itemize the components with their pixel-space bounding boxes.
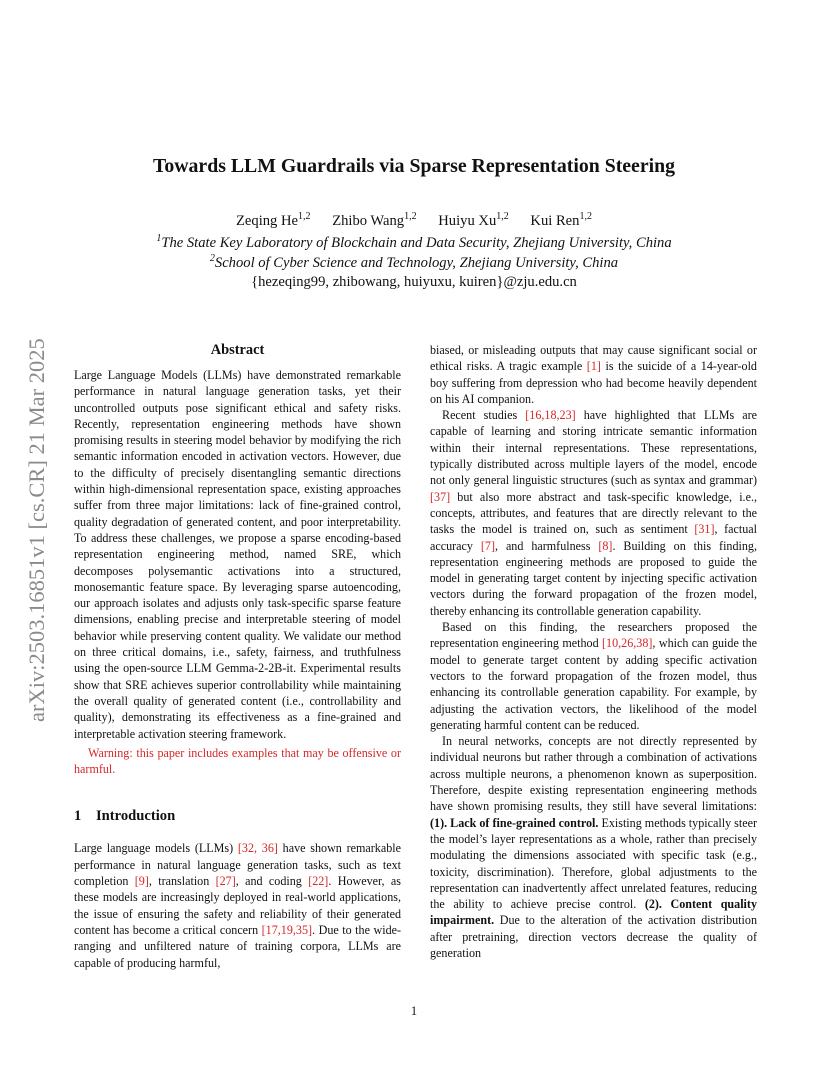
citation-link[interactable]: [31] bbox=[694, 522, 715, 537]
author bbox=[530, 211, 592, 231]
paragraph-text: Due to the alteration of the activation distribution after pretraining, direction vectors decrease the quality of generation bbox=[430, 913, 757, 960]
citation-link[interactable]: [8] bbox=[598, 538, 613, 553]
paragraph-text: , translation bbox=[148, 874, 216, 889]
paragraph-text: . Due to the wide-ranging and unfiltered nature of training corpora, LLMs are capable of producing harmful, bbox=[74, 922, 402, 970]
citation-link[interactable]: [7] bbox=[480, 538, 495, 553]
author-list bbox=[74, 211, 754, 231]
right-column bbox=[430, 342, 757, 961]
page-number: 1 bbox=[410, 1004, 418, 1018]
author-emails: {hezeqing99, zhibowang, huiyuxu, kuiren}@zju.edu.cn bbox=[251, 274, 577, 290]
intro-paragraph-3 bbox=[430, 619, 757, 733]
affiliation-text: School of Cyber Science and Technology, Zhejiang University, China bbox=[214, 255, 619, 271]
paragraph-text: . Building on this finding, representation engineering methods are proposed to guide the model in generating target content by injecting specific activation vectors during the forward propagation of the frozen model, thereby enhancing its controllable generation capability. bbox=[430, 538, 758, 618]
intro-paragraph-1-continued bbox=[430, 342, 757, 407]
author-affiliation-mark: 1,2 bbox=[404, 211, 417, 222]
author-affiliation-mark: 1,2 bbox=[298, 211, 311, 222]
section-number: 1 bbox=[74, 808, 82, 825]
citation-link[interactable]: [32, 36] bbox=[237, 841, 278, 856]
paragraph-text: Recent studies bbox=[442, 408, 526, 423]
citation-link[interactable]: [16,18,23] bbox=[525, 408, 576, 423]
paragraph-text: , and coding bbox=[235, 874, 309, 889]
limitation-heading: (2). Content quality impairment. bbox=[430, 897, 757, 928]
author bbox=[332, 211, 416, 231]
paragraph-text: biased, or misleading outputs that may cause significant social or ethical risks. A tragic example bbox=[430, 343, 757, 374]
abstract-heading: Abstract bbox=[210, 342, 265, 358]
citation-link[interactable]: [27] bbox=[215, 874, 236, 889]
content-warning: Warning: this paper includes examples that may be offensive or harmful. bbox=[74, 745, 401, 777]
author bbox=[236, 211, 311, 231]
affiliation-1 bbox=[74, 233, 754, 253]
citation-link[interactable]: [37] bbox=[430, 489, 451, 504]
author-affiliation-mark: 1,2 bbox=[579, 211, 592, 222]
affiliation-mark: 2 bbox=[209, 253, 215, 264]
citation-link[interactable]: [1] bbox=[586, 359, 601, 374]
section-title: Introduction bbox=[96, 808, 176, 825]
author-name: Kui Ren bbox=[530, 213, 580, 229]
paragraph-text: Large language models (LLMs) bbox=[74, 841, 238, 856]
paragraph-text: is the suicide of a 14-year-old boy suffering from depression who had become heavily dependent on his AI companion. bbox=[430, 359, 757, 406]
author-name: Huiyu Xu bbox=[438, 213, 497, 229]
left-column bbox=[74, 340, 401, 971]
author-name: Zhibo Wang bbox=[332, 213, 405, 229]
paragraph-text: Based on this finding, the researchers proposed the representation engineering method bbox=[430, 620, 757, 651]
affiliation-mark: 1 bbox=[156, 233, 162, 244]
paragraph-text: but also more abstract and task-specific knowledge, i.e., concepts, attributes, and features that are directly relevant to the tasks the model is trained on, such as sentiment bbox=[430, 489, 757, 537]
paragraph-text: have shown remarkable performance in natural language generation tasks, such as text completion bbox=[74, 841, 401, 889]
intro-paragraph-2 bbox=[430, 407, 757, 619]
citation-link[interactable]: [9] bbox=[134, 874, 149, 889]
intro-paragraph-1 bbox=[74, 840, 401, 970]
intro-paragraph-4 bbox=[430, 733, 757, 961]
author-name: Zeqing He bbox=[236, 213, 299, 229]
author-affiliation-mark: 1,2 bbox=[496, 211, 509, 222]
affiliation-text: The State Key Laboratory of Blockchain and Data Security, Zhejiang University, China bbox=[161, 235, 672, 251]
affiliation-2 bbox=[74, 253, 754, 273]
abstract-body: Large Language Models (LLMs) have demonstrated remarkable performance in natural language generation tasks, yet their uncontrolled outputs pose significant ethical and safety risks. Recently, representation engineering methods have shown promising results in steering model behavior by modifying the rich semantic information encoded in activation vectors. However, due to the difficulty of precisely disentangling semantic directions within high-dimensional representation space, existing approaches suffer from three major limitations: lack of fine-grained control, quality degradation of generated content, and poor interpretability. To address these challenges, we propose a sparse encoding-based representation engineering method, named SRE, which decomposes polysemantic activations into a structured, monosemantic feature space. By leveraging sparse autoencoding, our approach isolates and adjusts only task-specific sparse feature dimensions, enabling precise and interpretable steering of model behavior while preserving content quality. We validate our method on three critical domains, i.e., safety, fairness, and truthfulness using the open-source LLM Gemma-2-2B-it. Experimental results show that SRE achieves superior controllability while maintaining the overall quality of generated content (i.e., controllability and quality), demonstrating its effectiveness as a fine-grained and interpretable activation steering framework. bbox=[74, 368, 401, 741]
citation-link[interactable]: [10,26,38] bbox=[602, 636, 653, 651]
paragraph-text: . However, as these models are increasingly deployed in real-world applications, the issue of ensuring the safety and reliability of their generated content has become a critical concern bbox=[74, 874, 401, 937]
citation-link[interactable]: [17,19,35] bbox=[261, 922, 313, 937]
paragraph-text: have highlighted that LLMs are capable of learning and storing intricate semantic information within their internal representations. These representations, typically distributed across multiple layers of the model, encode not only general linguistic structures (such as syntax and grammar) bbox=[430, 408, 757, 488]
paragraph-text: , factual accuracy bbox=[430, 522, 757, 553]
paragraph-text: , and harmfulness bbox=[495, 538, 599, 553]
citation-link[interactable]: [22] bbox=[308, 874, 329, 889]
paragraph-text: In neural networks, concepts are not directly represented by individual neurons but rather through a combination of activations across multiple neurons, a phenomenon known as superposition. Therefore, despite existing representation engineering methods have shown promising results, they still have several limitations: bbox=[430, 734, 757, 814]
paper-title: Towards LLM Guardrails via Sparse Representation Steering bbox=[152, 155, 676, 177]
limitation-heading: (1). Lack of fine-grained control. bbox=[430, 815, 599, 830]
section-heading-introduction bbox=[74, 806, 401, 826]
author bbox=[438, 211, 508, 231]
paragraph-text: , which can guide the model to generate target content by adding specific activation vectors to the forward propagation of the frozen model, thus enhancing its controllable generation capability. For example, by adjusting the activation vectors, the likelihood of the model generating harmful content can be reduced. bbox=[430, 636, 757, 732]
arxiv-identifier: arXiv:2503.16851v1 [cs.CR] 21 Mar 2025 bbox=[24, 338, 49, 722]
paragraph-text: Existing methods typically steer the model’s layer representations as a whole, rather than precisely modulating the dimensions associated with specific task (e.g., toxicity, discrimination). Therefore, global adjustments to the representation can inadvertently affect unrelated features, reducing the ability to achieve precise control. bbox=[430, 815, 757, 912]
